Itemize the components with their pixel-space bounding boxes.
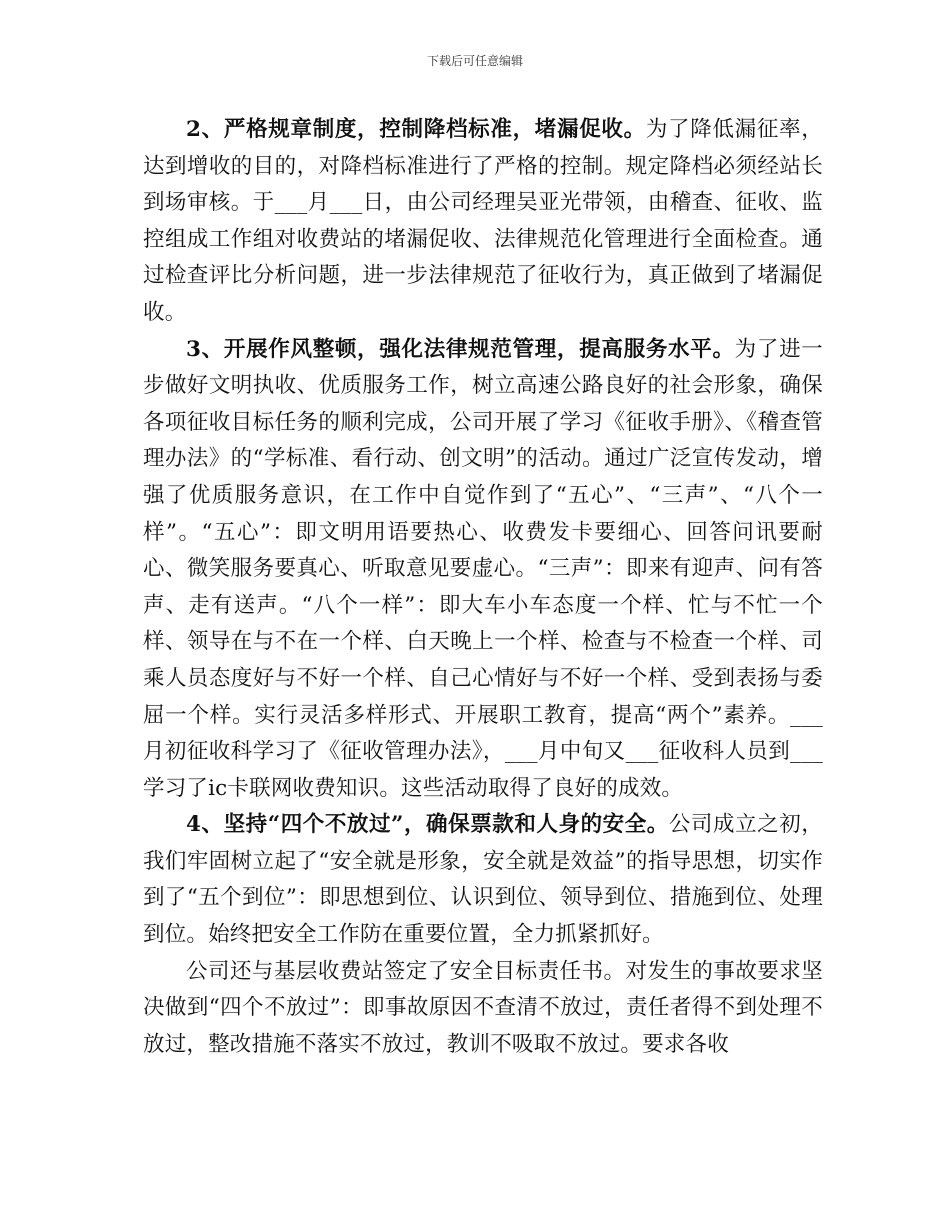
paragraph-text: 为了降低漏征率，达到增收的目的，对降档标准进行了严格的控制。规定降档必须经站长到场审核。于___月___日，由公司经理吴亚光带领，由稽查、征收、监控组成工作组对收费站的堵漏促收、法律规范化管理进行全面检查。通过检查评比分析问题，进一步法律规范了征收行为，真正做到了堵漏促收。 (143, 117, 823, 325)
paragraph-2 (143, 112, 823, 332)
document-body (143, 112, 823, 1063)
paragraph-3 (143, 332, 823, 808)
paragraph-text: 为了进一步做好文明执收、优质服务工作，树立高速公路良好的社会形象，确保各项征收目标任务的顺利完成，公司开展了学习《征收手册》、《稽查管理办法》的“学标准、看行动、创文明”的活动。通过广泛宣传发动，增强了优质服务意识，在工作中自觉作到了“五心”、“三声”、“八个一样”。“五心”：即文明用语要热心、收费发卡要细心、回答问讯要耐心、微笑服务要真心、听取意见要虚心。“三声”：即来有迎声、问有答声、走有送声。“八个一样”：即大车小车态度一个样、忙与不忙一个样、领导在与不在一个样、白天晚上一个样、检查与不检查一个样、司乘人员态度好与不好一个样、自己心情好与不好一个样、受到表扬与委屈一个样。实行灵活多样形式、开展职工教育，提高“两个”素养。___月初征收科学习了《征收管理办法》，___月中旬又___征收科人员到___学习了ic卡联网收费知识。这些活动取得了良好的成效。 (143, 336, 823, 801)
paragraph-heading: 2、严格规章制度，控制降档标准，堵漏促收。 (186, 117, 646, 142)
paragraph-5 (143, 954, 823, 1064)
paragraph-heading: 3、开展作风整顿，强化法律规范管理，提高服务水平。 (186, 336, 735, 362)
paragraph-text: 公司还与基层收费站签定了安全目标责任书。对发生的事故要求坚决做到“四个不放过”：即事故原因不查清不放过，责任者得不到处理不放过，整改措施不落实不放过，教训不吸取不放过。要求各收 (143, 958, 823, 1057)
paragraph-4 (143, 807, 823, 953)
paragraph-heading: 4、坚持“四个不放过”，确保票款和人身的安全。 (186, 812, 669, 838)
paragraph-text: 公司成立之初，我们牢固树立起了“安全就是形象，安全就是效益”的指导思想，切实作到了“五个到位”：即思想到位、认识到位、领导到位、措施到位、处理到位。始终把安全工作防在重要位置，全力抓紧抓好。 (143, 812, 823, 948)
header-note: 下载后可任意编辑 (426, 54, 523, 68)
